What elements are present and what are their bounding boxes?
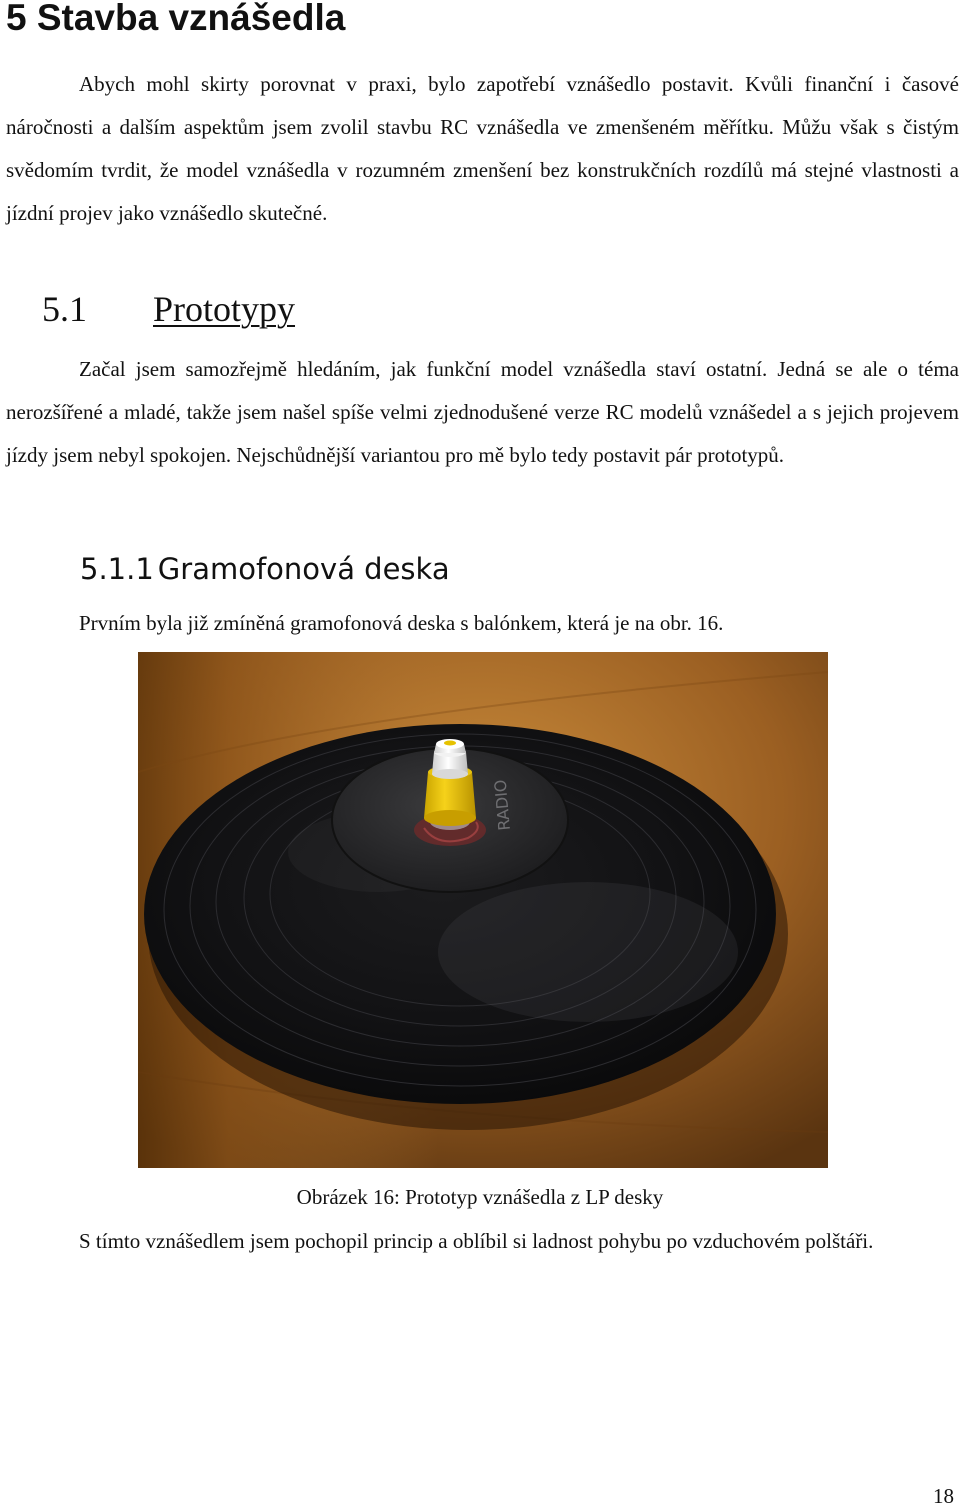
figure-photo <box>138 652 828 1168</box>
vinyl-record-prototype-image <box>138 652 828 1168</box>
chapter-heading <box>6 0 345 44</box>
section-title: Prototypy <box>153 289 296 329</box>
section-heading <box>42 286 295 332</box>
subsection-title: Gramofonová deska <box>157 552 450 586</box>
intro-paragraph: Abych mohl skirty porovnat v praxi, bylo zapotřebí vznášedlo postavit. Kvůli finanční i časové náročnosti a dalším aspektům jsem zvolil stavbu RC vznášedla ve zmenšeném měřítku. Můžu však s čistým svědomím tvrdit, že model vznášedla v rozumném zmenšení bez konstrukčních rozdílů má stejné vlastnosti a jízdní projev jako vznášedlo skutečné. <box>6 72 959 225</box>
section-paragraph: Začal jsem samozřejmě hledáním, jak funkční model vznášedla staví ostatní. Jedná se ale o téma nerozšířené a mladé, takže jsem našel spíše velmi zjednodušené verze RC modelů vznášedel a s jejich projevem jízdy jsem nebyl spokojen. Nejschůdnější variantou pro mě bylo tedy postavit pár prototypů. <box>6 357 959 467</box>
figure-caption: Obrázek 16: Prototyp vznášedla z LP desky <box>296 1185 664 1209</box>
chapter-title: Stavba vznášedla <box>36 0 346 38</box>
section-number: 5.1 <box>42 289 87 329</box>
closing-paragraph: S tímto vznášedlem jsem pochopil princip a oblíbil si ladnost pohybu po vzduchovém polštáři. <box>79 1229 874 1253</box>
page-number: 18 <box>933 1484 954 1508</box>
chapter-number: 5 <box>6 0 27 38</box>
subsection-paragraph: Prvním byla již zmíněná gramofonová deska s balónkem, která je na obr. 16. <box>79 611 724 635</box>
subsection-number: 5.1.1 <box>80 552 154 586</box>
subsection-heading <box>80 548 450 590</box>
svg-text:RADIO: RADIO <box>490 778 514 832</box>
